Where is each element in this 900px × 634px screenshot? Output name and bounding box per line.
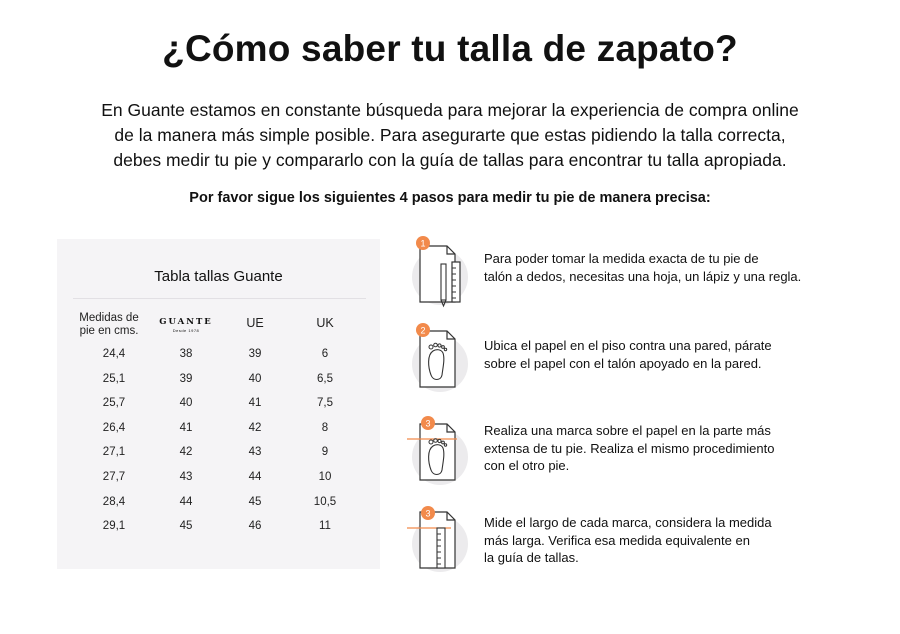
step-line: extensa de tu pie. Realiza el mismo procedimiento [484,440,775,456]
step-3 [405,414,875,504]
table-divider [73,298,366,299]
cell-uk-size: 8 [321,421,329,434]
step-line: más larga. Verifica esa medida equivalente en [484,532,750,548]
cell-guante-size: 42 [179,446,193,459]
cell-eu-size: 42 [248,421,262,434]
page-title: ¿Cómo saber tu talla de zapato? [162,28,738,69]
cell-guante-size: 40 [179,397,193,410]
cell-measure-cm: 27,1 [102,446,126,459]
step-text [484,250,801,285]
column-header-measure [71,312,147,338]
step-number: 3 [425,508,431,519]
cell-measure-cm: 24,4 [102,348,126,360]
foot-on-paper-icon [405,321,475,407]
step-1 [405,234,875,324]
size-table-title: Tabla tallas Guante [154,268,283,285]
step-2 [405,321,875,411]
cell-eu-size: 40 [248,372,262,385]
cell-uk-size: 6 [321,348,329,360]
cell-guante-size: 39 [179,372,193,385]
cell-guante-size: 44 [179,495,193,508]
step-line: Para poder tomar la medida exacta de tu pie de [484,251,759,266]
cell-measure-cm: 28,4 [102,495,126,508]
cell-measure-cm: 26,4 [102,421,126,434]
step-line: Ubica el papel en el piso contra una pared, párate [484,338,772,353]
cell-guante-size: 38 [179,348,193,360]
column-header-measure-line2: pie en cms. [79,325,139,337]
cell-guante-size: 41 [179,421,193,434]
measure-mark-icon [405,504,475,590]
step-4 [405,504,875,594]
paper-pencil-ruler-icon [405,234,475,320]
brand-name: GUANTE [159,317,213,327]
cell-measure-cm: 25,1 [102,372,126,385]
cell-eu-size: 46 [248,520,262,533]
cell-uk-size: 9 [321,446,329,459]
cell-uk-size: 11 [319,520,331,533]
intro-line: debes medir tu pie y compararlo con la guía de tallas para encontrar tu talla apropiada. [113,150,787,170]
column-header-measure-line1: Medidas de [79,312,139,324]
brand-tagline: Desde 1978 [172,328,200,333]
intro-paragraph [60,98,840,173]
cell-eu-size: 43 [248,446,262,459]
cell-uk-size: 6,5 [317,372,333,385]
intro-line: En Guante estamos en constante búsqueda para mejorar la experiencia de compra online [101,100,799,120]
cell-uk-size: 10,5 [313,495,337,508]
column-header-eu: UE [246,316,264,330]
cell-guante-size: 45 [179,520,193,533]
cell-uk-size: 10 [318,471,332,483]
cell-measure-cm: 29,1 [102,520,126,533]
cell-eu-size: 41 [248,397,262,410]
cell-eu-size: 44 [248,471,262,483]
step-text [484,514,772,567]
cell-eu-size: 45 [248,495,262,508]
step-number: 2 [420,325,426,336]
steps-subtitle: Por favor sigue los siguientes 4 pasos para medir tu pie de manera precisa: [189,190,711,206]
cell-eu-size: 39 [248,348,262,360]
cell-uk-size: 7,5 [317,397,333,410]
step-line: talón a dedos, necesitas una hoja, un lápiz y una regla. [484,268,802,284]
cell-measure-cm: 25,7 [102,397,126,410]
size-table [57,239,380,569]
step-number: 1 [420,238,426,249]
step-line: Mide el largo de cada marca, considera la medida [484,515,772,530]
foot-mark-icon [405,414,475,500]
step-line: sobre el papel con el talón apoyado en la pared. [484,355,762,371]
cell-measure-cm: 27,7 [102,471,126,483]
step-number: 3 [425,418,431,429]
step-line: la guía de tallas. [484,550,579,565]
step-line: Realiza una marca sobre el papel en la parte más [484,423,771,438]
column-header-uk: UK [316,316,334,330]
intro-line: de la manera más simple posible. Para asegurarte que estas pidiendo la talla correcta, [114,125,786,145]
step-text [484,337,772,372]
guante-logo [157,317,215,333]
cell-guante-size: 43 [179,471,193,483]
step-text [484,422,774,475]
step-line: con el otro pie. [484,458,570,473]
